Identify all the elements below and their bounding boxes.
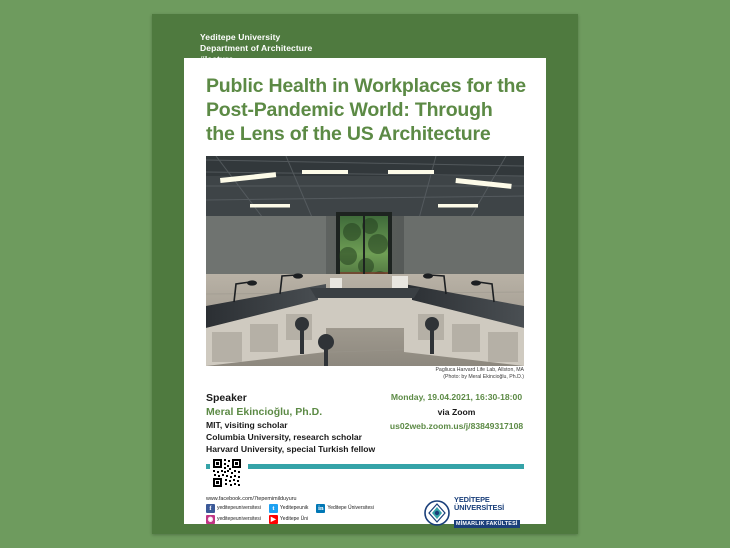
social-twitter-label: Yeditepeunik: [279, 505, 309, 511]
social-linkedin[interactable]: [316, 504, 374, 513]
header-department: Department of Architecture: [200, 43, 313, 53]
twitter-icon: t: [269, 504, 278, 513]
instagram-icon: ◉: [207, 516, 214, 523]
university-emblem-icon: [424, 500, 450, 526]
speaker-block: [206, 391, 396, 455]
social-facebook-label: yeditepeuniversitesi: [217, 505, 261, 511]
speaker-affiliation-2: Columbia University, research scholar: [206, 432, 363, 442]
event-details: [389, 391, 524, 433]
speaker-affiliation-3: Harvard University, special Turkish fellow: [206, 444, 376, 454]
university-logo-line1: YEDİTEPE: [454, 494, 490, 504]
photo-caption: [206, 367, 524, 381]
photo-caption-line2: (Photo: by Meral Ekincioğlu, Ph.D.): [443, 374, 524, 380]
social-twitter[interactable]: [269, 504, 308, 513]
speaker-name: Meral Ekincioğlu, Ph.D.: [206, 406, 323, 418]
social-row-bottom: [206, 515, 406, 524]
social-youtube[interactable]: [269, 515, 308, 524]
speaker-affiliation-1: MIT, visiting scholar: [206, 420, 288, 430]
social-facebook[interactable]: [206, 504, 261, 513]
photo-caption-line1: Pagliuca Harvard Life Lab, Allston, MA: [435, 367, 524, 373]
teal-divider: [206, 464, 524, 469]
social-row-top: [206, 504, 406, 513]
facebook-url[interactable]: www.facebook.com/7tepemimilduyuru: [206, 496, 297, 502]
facebook-icon: f: [206, 504, 215, 513]
social-linkedin-label: Yeditepe Üniversitesi: [327, 505, 374, 511]
zoom-link[interactable]: us02web.zoom.us/j/83849317108: [389, 421, 524, 431]
social-instagram-label: yeditepeuniversitesi: [217, 516, 261, 522]
social-instagram[interactable]: [206, 515, 261, 524]
university-logo-line2: ÜNİVERSİTESİ: [454, 503, 505, 512]
university-logo: [424, 494, 524, 528]
page-title: Public Health in Workplaces for the Post-Pandemic World: Through the Lens of the US Architecture: [206, 75, 526, 145]
linkedin-icon: in: [318, 505, 324, 512]
poster-white-card: [184, 58, 546, 528]
social-youtube-label: Yeditepe Üni: [279, 516, 309, 522]
event-datetime: Monday, 19.04.2021, 16:30-18:00: [390, 392, 523, 402]
event-platform: via Zoom: [437, 407, 476, 417]
lecture-photo: [206, 156, 524, 366]
social-links: [206, 504, 406, 526]
youtube-icon: ▶: [270, 516, 276, 523]
university-logo-faculty: MİMARLIK FAKÜLTESİ: [456, 521, 518, 528]
header-university: Yeditepe University: [200, 32, 281, 42]
qr-code[interactable]: [210, 456, 248, 494]
speaker-label: Speaker: [206, 392, 247, 404]
